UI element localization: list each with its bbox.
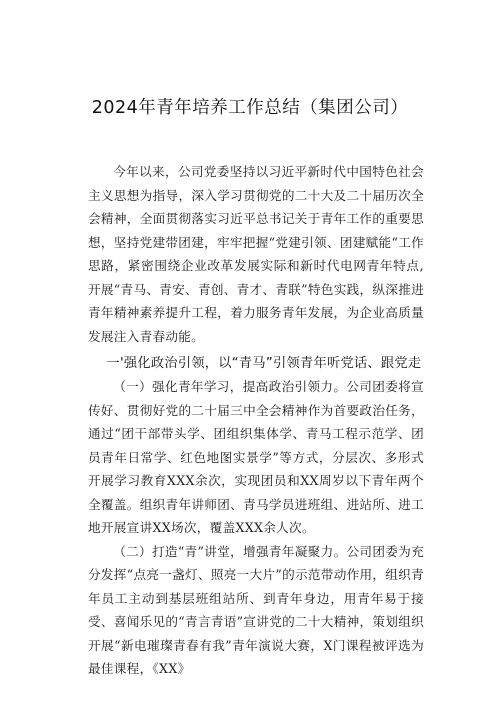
paragraph-2: （二）打造“青”讲堂，增强青年凝聚力。公司团委为充分发挥“点亮一盏灯、照亮一大片”的示范带动作用，组织青年员工主动到基层班组站所、到青年身边，用青年易于接受、喜闻乐见的“青言青语”宣讲党的二十大精神，策划组织开展“新电璀璨青春有我”青年演说大赛，X门课程被评选为最佳课程，《XX》 bbox=[88, 543, 424, 676]
paragraph-1: （一）强化青年学习，提高政治引领力。公司团委将宣传好、贯彻好党的二十届三中全会精神作为首要政治任务，通过“团干部带头学、团组织集体学、青马工程示范学、团员青年日常学、红色地图实景学”等方式，分层次、多形式开展学习教育XXX余次，实现团员和XX周岁以下青年两个全覆盖。组织青年讲师团、青马学员进班组、进站所、进工地开展宣讲XX场次，覆盖XXX余人次。 bbox=[88, 379, 424, 535]
document-title: 2024年青年培养工作总结（集团公司） bbox=[91, 98, 409, 118]
document-body bbox=[88, 160, 424, 681]
intro-paragraph: 今年以来，公司党委坚持以习近平新时代中国特色社会主义思想为指导，深入学习贯彻党的二十大及二十届历次全会精神，全面贯彻落实习近平总书记关于青年工作的重要思想，坚持党建带团建，牢牢把握“党建引领、团建赋能“工作思路，紧密围绕企业改革发展实际和新时代电网青年特点,开展“青马、青安、青创、青才、青联”特色实践，纵深推进青年精神素养提升工程，着力服务青年发展，为企业高质量发展注入青春动能。 bbox=[88, 164, 424, 344]
section-heading: 一'强化政治引领，以“青马”引领青年听党话、跟党走 bbox=[106, 356, 422, 371]
